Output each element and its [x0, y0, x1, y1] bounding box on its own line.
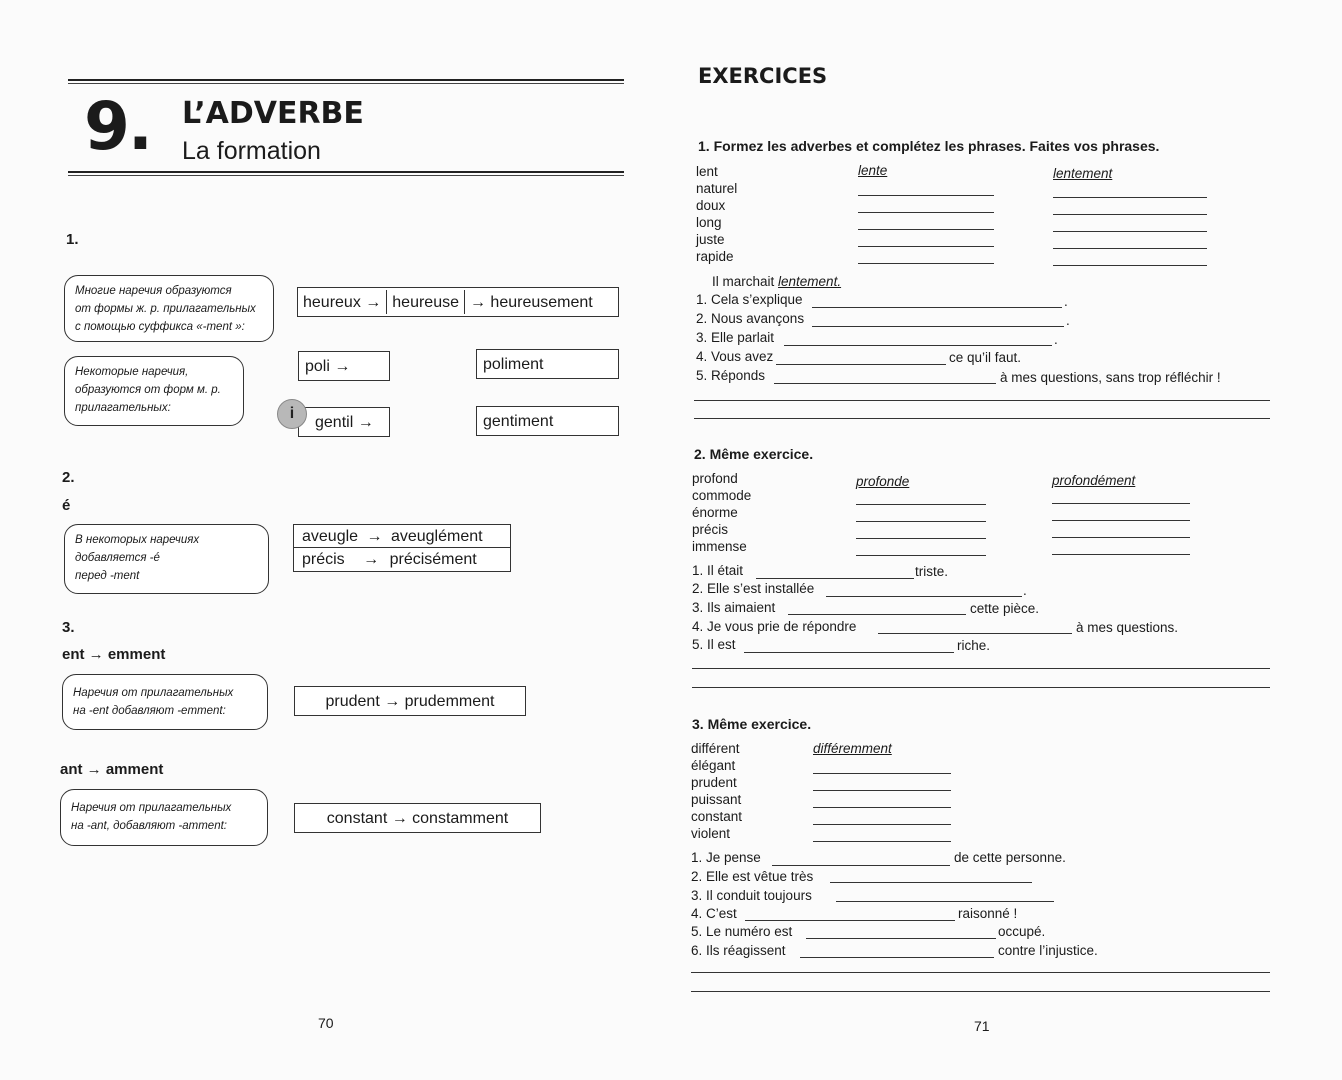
exercise-3-sentence: 2. Elle est vêtue très: [691, 869, 814, 884]
sentence-end: triste.: [915, 564, 949, 579]
word: puissant: [691, 792, 742, 807]
sentence-end: .: [1064, 294, 1068, 309]
page-number-left: 70: [318, 1015, 334, 1031]
sentence-end: .: [1066, 313, 1070, 328]
example-cell: → heureusement: [469, 294, 593, 311]
note-line: на -ent добавляют -emment:: [73, 705, 226, 717]
blank-line[interactable]: [858, 212, 994, 213]
chapter-number: 9.: [84, 88, 151, 165]
blank-line[interactable]: [813, 790, 951, 791]
exercise-3-sentence: 6. Ils réagissent: [691, 943, 786, 958]
blank-line[interactable]: [1052, 520, 1190, 521]
example-cell: heureuse: [387, 290, 465, 314]
exercise-2-word-list: [692, 470, 751, 555]
arrow: →: [363, 551, 380, 568]
sentence-end: raisonné !: [958, 906, 1018, 921]
example-gentiment: gentiment: [476, 406, 619, 436]
blank-line[interactable]: [806, 938, 996, 939]
sentence-end: à mes questions, sans trop réfléchir !: [1000, 370, 1221, 385]
example-gentil: gentil →: [298, 407, 390, 437]
answer-line[interactable]: [692, 687, 1270, 688]
example-cell: précis: [302, 551, 345, 568]
exercise-1-sentence: 4. Vous avez: [696, 349, 774, 364]
blank-line[interactable]: [1053, 197, 1207, 198]
exercise-1-col1-example: lente: [858, 163, 888, 178]
arrow: →: [366, 528, 383, 545]
note-line: на -ant, добавляют -amment:: [71, 820, 227, 832]
exercise-1-model: [712, 272, 841, 291]
answer-line[interactable]: [692, 668, 1270, 669]
info-icon: i: [277, 399, 307, 429]
word: violent: [691, 826, 731, 841]
example-heureux: [297, 287, 619, 317]
word: juste: [696, 232, 725, 247]
blank-line[interactable]: [1052, 503, 1190, 504]
chapter-title: L’ADVERBE: [182, 96, 364, 131]
sentence-end: à mes questions.: [1076, 620, 1179, 635]
word: énorme: [692, 505, 738, 520]
blank-line[interactable]: [813, 807, 951, 808]
blank-line[interactable]: [826, 596, 1022, 597]
blank-line[interactable]: [776, 364, 946, 365]
model-prefix: Il marchait: [712, 274, 779, 289]
exercise-3-sentence: 1. Je pense: [691, 850, 761, 865]
example-poli: poli →: [298, 351, 390, 381]
blank-line[interactable]: [745, 920, 955, 921]
sentence-end: .: [1054, 332, 1058, 347]
blank-line[interactable]: [800, 957, 994, 958]
word: élégant: [691, 758, 736, 773]
blank-line[interactable]: [830, 882, 1032, 883]
exercise-2-sentence: 3. Ils aimaient: [692, 600, 776, 615]
note-accent: [64, 524, 269, 594]
word: différent: [691, 741, 740, 756]
blank-line[interactable]: [836, 901, 1054, 902]
word: long: [696, 215, 722, 230]
right-page: [660, 0, 1342, 1080]
exercise-2-sentence: 2. Elle s’est installée: [692, 581, 815, 596]
example-cell: précisément: [389, 551, 477, 568]
blank-line[interactable]: [788, 614, 966, 615]
word: immense: [692, 539, 747, 554]
section-1-number: 1.: [66, 231, 79, 248]
section-3-sub-ent: ent → emment: [62, 646, 166, 663]
blank-line[interactable]: [1052, 554, 1190, 555]
section-2-sub: é: [62, 497, 71, 514]
word: profond: [692, 471, 738, 486]
exercise-1-col2-example: lentement: [1053, 166, 1113, 181]
model-word: lentement.: [778, 274, 842, 289]
exercise-3-sentence: 5. Le numéro est: [691, 924, 793, 939]
note-line: добавляется -é: [75, 552, 160, 564]
blank-line[interactable]: [856, 538, 986, 539]
exercise-1-sentence: 5. Réponds: [696, 368, 766, 383]
note-line: Многие наречия образуются: [75, 285, 232, 297]
blank-line[interactable]: [858, 229, 994, 230]
word: naturel: [696, 181, 738, 196]
blank-line[interactable]: [813, 824, 951, 825]
blank-line[interactable]: [784, 345, 1052, 346]
blank-line[interactable]: [1052, 537, 1190, 538]
note-line: В некоторых наречиях: [75, 534, 200, 546]
exercise-3-question: 3. Même exercice.: [692, 716, 812, 732]
exercise-1-question: 1. Formez les adverbes et complétez les phrases. Faites vos phrases.: [698, 138, 1160, 154]
exercise-1-word-list: [696, 163, 737, 265]
blank-line[interactable]: [774, 383, 996, 384]
blank-line[interactable]: [856, 521, 986, 522]
blank-line[interactable]: [1053, 248, 1207, 249]
note-line: образуются от форм м. р.: [75, 384, 221, 396]
exercise-2-col2-example: profondément: [1052, 473, 1136, 488]
answer-line[interactable]: [691, 991, 1270, 992]
exercise-1-sentence: 1. Cela s’explique: [696, 292, 803, 307]
blank-line[interactable]: [812, 326, 1064, 327]
header-rule-top: [68, 79, 624, 84]
blank-line[interactable]: [858, 263, 994, 264]
word: lent: [696, 164, 718, 179]
exercise-2-col1-example: profonde: [856, 474, 910, 489]
blank-line[interactable]: [812, 307, 1062, 308]
word: précis: [692, 522, 729, 537]
exercise-2-sentence: 1. Il était: [692, 563, 744, 578]
example-cell: heureux →: [298, 290, 387, 314]
sentence-end: cette pièce.: [970, 601, 1040, 616]
blank-line[interactable]: [813, 773, 951, 774]
word: prudent: [691, 775, 737, 790]
sentence-end: .: [1023, 583, 1027, 598]
sentence-end: occupé.: [998, 924, 1046, 939]
sentence-end: riche.: [957, 638, 991, 653]
section-2-number: 2.: [62, 469, 75, 486]
note-line: Наречия от прилагательных: [71, 802, 232, 814]
note-line: прилагательных:: [75, 402, 171, 414]
note-line: перед -ment: [75, 570, 140, 582]
note-amment: [60, 789, 268, 846]
exercise-2-sentence: 5. Il est: [692, 637, 736, 652]
exercise-3-sentence: 3. Il conduit toujours: [691, 888, 812, 903]
exercise-2-question: 2. Même exercice.: [694, 446, 814, 462]
exercise-3-col1-example: différemment: [813, 741, 892, 756]
note-line: Наречия от прилагательных: [73, 687, 234, 699]
note-line: Некоторые наречия,: [75, 366, 189, 378]
word: commode: [692, 488, 752, 503]
blank-line[interactable]: [858, 246, 994, 247]
header-rule-bottom: [68, 171, 624, 176]
exercises-title: EXERCICES: [698, 64, 828, 88]
left-page: [0, 0, 660, 1080]
blank-line[interactable]: [858, 195, 994, 196]
blank-line[interactable]: [878, 633, 1072, 634]
blank-line[interactable]: [772, 865, 950, 866]
note-masculine: [64, 356, 244, 426]
example-cell: aveuglément: [390, 528, 483, 545]
blank-line[interactable]: [1053, 265, 1207, 266]
word: constant: [691, 809, 743, 824]
blank-line[interactable]: [813, 841, 951, 842]
blank-line[interactable]: [1053, 214, 1207, 215]
note-line: от формы ж. р. прилагательных: [75, 303, 256, 315]
example-constamment: constant → constamment: [294, 803, 541, 833]
example-poliment: poliment: [476, 349, 619, 379]
exercise-1-sentence: 3. Elle parlait: [696, 330, 775, 345]
note-emment: [62, 674, 268, 730]
example-prudemment: prudent → prudemment: [294, 686, 526, 716]
exercise-3-sentence: 4. C’est: [691, 906, 737, 921]
sentence-end: de cette personne.: [954, 850, 1066, 865]
section-3-sub-ant: ant → amment: [60, 761, 164, 778]
word: doux: [696, 198, 726, 213]
exercise-1-sentence: 2. Nous avançons: [696, 311, 805, 326]
exercise-3-word-list: [691, 740, 742, 842]
sentence-end: ce qu’il faut.: [949, 350, 1022, 365]
example-cell: aveugle: [302, 528, 359, 545]
answer-line[interactable]: [691, 972, 1270, 973]
blank-line[interactable]: [856, 555, 986, 556]
answer-line[interactable]: [694, 418, 1270, 419]
word: rapide: [696, 249, 734, 264]
exercise-2-sentence: 4. Je vous prie de répondre: [692, 619, 857, 634]
answer-line[interactable]: [694, 400, 1270, 401]
note-ment: [64, 275, 274, 342]
blank-line[interactable]: [744, 652, 954, 653]
note-line: с помощью суффикса «-ment »:: [75, 321, 245, 333]
blank-line[interactable]: [1053, 231, 1207, 232]
blank-line[interactable]: [856, 504, 986, 505]
section-3-number: 3.: [62, 619, 75, 636]
example-accent-table: [293, 524, 511, 572]
chapter-subtitle: La formation: [182, 137, 321, 165]
page-number-right: 71: [974, 1018, 990, 1034]
sentence-end: contre l’injustice.: [998, 943, 1098, 958]
